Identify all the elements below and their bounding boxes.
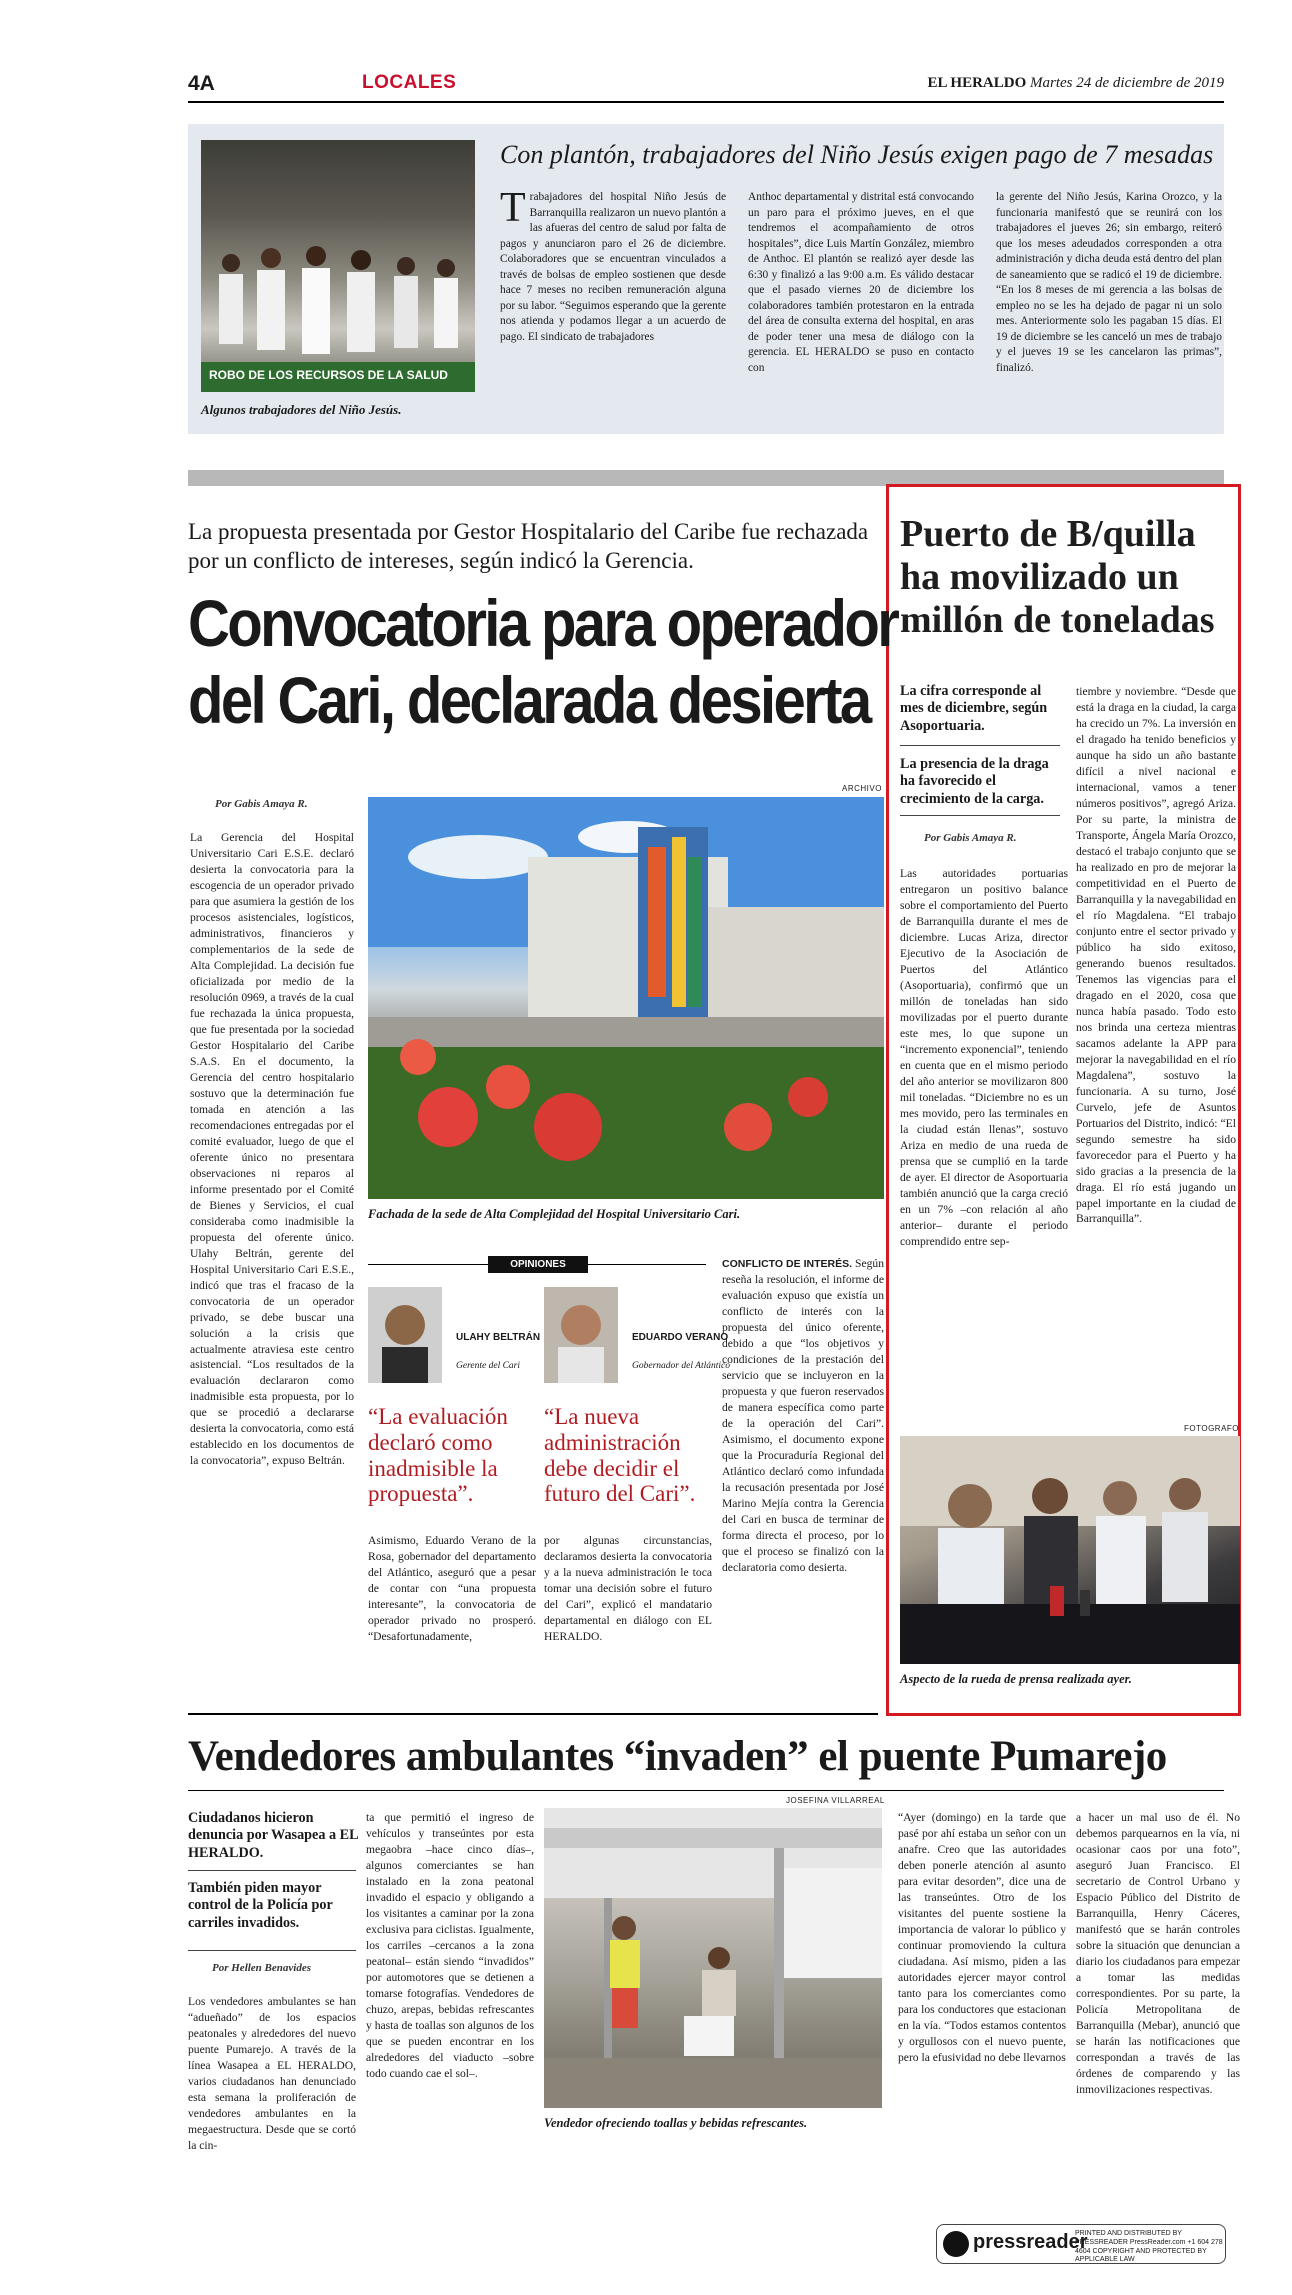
highlight-rule xyxy=(900,815,1060,816)
beltran-illustration xyxy=(368,1287,442,1383)
highlight-rule xyxy=(900,745,1060,746)
top-story-text-1: rabajadores del hospital Niño Jesús de Barranquilla realizaron un nuevo plantón a las afueras del centro de salud por falta de pagos y anunciaron paro el 26 de diciembre. Colaboradores que se encuentran vinculados a través de bolsas de empleo sostienen que desde hace 7 meses no reciben remuneración alguna por su labor. “Seguimos esperando que la gerente nos atienda y podamos llegar a un acuerdo de pago. El sindicato de trabajadores xyxy=(500,191,726,343)
vendors-column-2: ta que permitió el ingreso de vehículos y transeúntes por esta megaobra –hace cinco días–, algunos comerciantes se han instalado en la zona peatonal invadido el espacio y obligando a los visitantes a caminar por la zona exclusiva para ciclistas. Igualmente, los carriles –cercanos a la zona peatonal– están siendo “invadidos” por automotores que se detienen a tomarse fotografías. Vendedores de chuzo, arepas, bebidas refrescantes y hasta de toallas son algunos de los que se pueden encontrar en los alrededores del viaducto –sobre todo cuando cae el sol–. xyxy=(366,1811,534,2080)
verano-illustration xyxy=(544,1287,618,1383)
drop-cap: T xyxy=(500,185,526,231)
port-column-1: Las autoridades portuarias entregaron un positivo balance sobre el comportamiento del Puerto de Barranquilla durante el mes de diciembre. Lucas Ariza, director Ejecutivo de la Asociación de Puertos del Atlántico (Asoportuaria), confirmó que un millón de toneladas han sido movilizadas por el puerto durante este mes, lo que supone un “incremento exponencial”, teniendo en cuenta que en el mismo periodo del año anterior se movilizaron 800 mil toneladas. “Diciembre no es un mes movido, pero las terminales en la ciudad están llenas”, sostuvo Ariza en medio de una rueda de prensa que se cumplió en la tarde de ayer. El director de Asoportuaria también anunció que la carga creció en un 7% –con relación al año anterior– durante el periodo comprendido entre sep- xyxy=(900,867,1068,1248)
vendors-highlight-2: También piden mayor control de la Policía por carriles invadidos. xyxy=(188,1880,333,1931)
beltran-portrait xyxy=(368,1287,442,1383)
beltran-name: ULAHY BELTRÁN xyxy=(456,1332,541,1343)
top-story-column-2: Anthoc departamental y distrital está convocando un paro para el próximo jueves, en el que tendremos el acompañamiento de otros hospitales”, dice Luis Martín González, miembro de Anthoc. El plantón se realizó ayer desde las 6:30 y finalizó a las 9:00 a.m. Es válido destacar que el pasado viernes 20 de diciembre los colaboradores también protestaron en la entrada del área de consulta externa del hospital, en aras de poder tener una mesa de diálogo con la gerencia. EL HERALDO se puso en contacto con xyxy=(748,191,974,374)
vendors-column-3: “Ayer (domingo) en la tarde que pasé por ahí estaba un señor con un anafre. Creo que las autoridades deben ponerle atención al asunto para evitar desorden”, dice una de las transeúntes. Otro de los visitantes del puente sostiene la importancia de valorar lo público y continuar promoviendo la cultura ciudadana. Así mismo, piden a las autoridades ejercer mayor control tanto para los comerciantes como para los conductores que estacionan en la vía. “Todos estamos contentos y orgullosos con el nuevo puente, pero la efusividad no debe llevarnos xyxy=(898,1811,1066,2064)
vendors-rule xyxy=(188,1790,1224,1791)
vendor-photo xyxy=(544,1808,882,2108)
issue-date: Martes 24 de diciembre de 2019 xyxy=(1030,75,1224,91)
workers-illustration xyxy=(211,238,465,358)
page-number: 4A xyxy=(188,72,215,95)
section-label: LOCALES xyxy=(362,72,457,93)
press-photo-caption: Aspecto de la rueda de prensa realizada ayer. xyxy=(900,1672,1132,1686)
port-highlight-1: La cifra corresponde al mes de diciembre, según Asoportuaria. xyxy=(900,683,1048,734)
pressreader-brand: pressreader xyxy=(973,2231,1088,2253)
vendors-headline: Vendedores ambulantes “invaden” el puente Pumarejo xyxy=(188,1733,1167,1780)
port-photo-credit: FOTOGRAFO xyxy=(1184,1424,1240,1433)
port-highlight-2: La presencia de la draga ha favorecido el crecimiento de la carga. xyxy=(900,756,1049,807)
highlight-rule xyxy=(188,1950,356,1951)
vendors-photo-credit: JOSEFINA VILLARREAL xyxy=(786,1796,885,1805)
verano-quote: “La nueva administración debe decidir el futuro del Cari”. xyxy=(544,1404,696,1507)
top-story-column-1 xyxy=(500,185,726,345)
hospital-photo-caption: Fachada de la sede de Alta Complejidad del Hospital Universitario Cari. xyxy=(368,1207,741,1221)
port-byline: Por Gabis Amaya R. xyxy=(924,832,1017,844)
protest-banner: ROBO DE LOS RECURSOS DE LA SALUD xyxy=(201,362,475,392)
cari-column-4 xyxy=(722,1256,884,1576)
port-column-2: tiembre y noviembre. “Desde que está la draga en la ciudad, la carga ha crecido un 7%. La inversión en el dragado ha tenido beneficios y aunque ha sido un año bastante difícil a nivel nacional e internacional, vamos a tener números positivos”, agregó Ariza. Por su parte, la ministra de Transporte, Ángela María Orozco, destacó el trabajo conjunto que se ha realizado en pro de mejorar la competitividad en el Puerto de Barranquilla y la navegabilidad en el río Magdalena. “El trabajo conjunto entre el sector privado y público ha sido exitoso, generando buenos resultados. Tenemos las vigencias para el dragado en el 2020, cosa que nunca había pasado. Todo esto nos brinda una certeza mientras sacamos adelante la APP para mejorar la navegabilidad en el río Magdalena”, sostuvo la funcionaria. A su turno, José Curvelo, jefe de Asuntos Portuarios del Distrito, indicó: “El segundo semestre ha sido favorecedor para el Puerto y ha sido gracias a la presencia de la draga. El río está jugando un papel importante en la ciudad de Barranquilla”. xyxy=(1076,685,1236,1226)
cari-column-4-text: Según reseña la resolución, el informe de evaluación expuso que existía un conflicto de interés con la propuesta del único oferente, debido a que “los objetivos y condiciones de la prestación del servicio que se incluyeron en la propuesta y que fueron reservados de manera específica como parte de la operación del Cari”. Asimismo, el documento expone que la Procuraduría Regional del Atlántico declaró como infundada la recusación presentada por José Marino Mejía contra la Gerencia del Cari en busca de terminar de forma directa el proceso, por lo que el proceso se finalizó con la declaratoria como desierta. xyxy=(722,1257,884,1574)
vendors-highlight-1: Ciudadanos hicieron denuncia por Wasapea a EL HERALDO. xyxy=(188,1810,358,1861)
top-story-caption: Algunos trabajadores del Niño Jesús. xyxy=(201,402,402,417)
paper-name: EL HERALDO xyxy=(927,75,1027,91)
header-rule xyxy=(188,101,1224,103)
vendors-byline: Por Hellen Benavides xyxy=(212,1962,311,1974)
hospital-illustration xyxy=(368,797,884,1199)
opinions-pill: OPINIONES xyxy=(488,1256,588,1273)
verano-portrait xyxy=(544,1287,618,1383)
vendor-photo-caption: Vendedor ofreciendo toallas y bebidas refrescantes. xyxy=(544,2116,808,2130)
article-end-rule xyxy=(188,1713,878,1715)
beltran-role: Gerente del Cari xyxy=(456,1361,521,1371)
top-story-photo xyxy=(201,140,475,392)
pressreader-fine-print: PRINTED AND DISTRIBUTED BY PRESSREADER PressReader.com +1 604 278 4604 COPYRIGHT AND PROTECTED BY APPLICABLE LAW xyxy=(1075,2230,1223,2264)
cari-headline xyxy=(188,585,898,739)
beltran-quote: “La evaluación declaró como inadmisible la propuesta”. xyxy=(368,1404,508,1507)
vendors-column-4: a hacer un mal uso de él. No debemos parquearnos en la vía, ni ocasionar caos por una foto”, aseguró Juan Francisco. El secretario de Control Urbano y Espacio Público del Distrito de Barranquilla, Henry Cáceres, manifestó que se harán controles sobre la situación que denuncian a diario los ciudadanos para empezar a tomar las medidas correspondientes. Por su parte, la Policía Metropolitana de Barranquilla (Mebar), anunció que se harán las notificaciones que correspondan a través de las órdenes de comparendo y las inmovilizaciones respectivas. xyxy=(1076,1811,1240,2096)
cari-column-1: La Gerencia del Hospital Universitario Cari E.S.E. declaró desierta la convocatoria para la escogencia de un operador privado para que asumiera la gestión de los procesos asistenciales, logísticos, administrativos, financieros y complementarios de la sede de Alta Complejidad. La decisión fue oficializada por medio de la resolución 0969, a través de la cual fue rechazada la única propuesta, que fue presentada por la sociedad Gestor Hospitalario del Caribe S.A.S. En el documento, la Gerencia del centro hospitalario sostuvo que la determinación fue tomada en atención a las recomendaciones entregadas por el comité evaluador, luego de que el oferente único no presentara observaciones ni reparos al informe presentado por el Comité de Bienes y Servicios, el cual consideraba como inadmisible la propuesta del oferente único. Ulahy Beltrán, gerente del Hospital Universitario Cari E.S.E., indicó que tras el fracaso de la convocatoria de un operador privado, se debe buscar una solución a la crisis que actualmente atraviesa este centro asistencial. “Los resultados de la evaluación declararon como inadmisible esta propuesta, por lo que se procedió a declararse desierta la convocatoria, como está establecido en los documentos de la convocatoria”, expuso Beltrán. xyxy=(190,831,354,1468)
cari-subheadline: La propuesta presentada por Gestor Hospitalario del Caribe fue rechazada por un conflicto de intereses, según indicó la Gerencia. xyxy=(188,519,869,573)
cari-byline: Por Gabis Amaya R. xyxy=(215,798,308,810)
press-conference-photo xyxy=(900,1436,1240,1664)
pressreader-logo-icon xyxy=(943,2231,969,2257)
hospital-photo xyxy=(368,797,884,1199)
verano-name: EDUARDO VERANO xyxy=(632,1332,729,1343)
verano-role: Gobernador del Atlántico xyxy=(632,1361,730,1371)
cari-column-3: por algunas circunstancias, declaramos desierta la convocatoria y a la nueva administración le toca tomar una decisión sobre el futuro del Cari”, explicó el mandatario departamental en diálogo con EL HERALDO. xyxy=(544,1534,712,1643)
port-story-headline: Puerto de B/quilla ha movilizado un millón de toneladas xyxy=(900,513,1215,641)
press-conference-illustration xyxy=(900,1436,1240,1664)
top-story-headline: Con plantón, trabajadores del Niño Jesús exigen pago de 7 mesadas xyxy=(500,140,1214,169)
opinions-label xyxy=(368,1256,706,1273)
cari-photo-credit: ARCHIVO xyxy=(842,784,882,793)
cari-headline-line-1: Convocatoria para operador xyxy=(188,586,898,660)
conflict-runin: CONFLICTO DE INTERÉS. xyxy=(722,1258,853,1270)
vendors-column-1: Los vendedores ambulantes se han “adueñado” de los espacios peatonales y alrededores del nuevo puente Pumarejo. A través de la línea Wasapea a EL HERALDO, varios ciudadanos han denunciado esta semana la proliferación de vendedores ambulantes en la megaestructura. Desde que se cortó la cin- xyxy=(188,1995,356,2152)
pressreader-badge[interactable] xyxy=(936,2224,1226,2264)
cari-column-2: Asimismo, Eduardo Verano de la Rosa, gobernador del departamento del Atlántico, aseguró que a pesar de contar con “una propuesta interesante”, la convocatoria de operador privado no prosperó. “Desafortunadamente, xyxy=(368,1534,536,1643)
masthead xyxy=(927,75,1224,92)
top-story-column-3: la gerente del Niño Jesús, Karina Orozco, y la funcionaria manifestó que se reunirá con los trabajadores el jueves 26; sin embargo, reiteró que los meses adeudados corresponden a otra administración y dicha deuda está dentro del plan de saneamiento que se radicó el 19 de diciembre. “En los 8 meses de mi gerencia a las bolsas de empleo no se les ha dejado de pagar ni un solo mes. Anteriormente solo les pagaban 15 días. El 19 de diciembre se les canceló un mes de trabajo y el jueves 19 se les cancelaron las primas”, finalizó. xyxy=(996,191,1222,374)
cari-headline-line-2: del Cari, declarada desierta xyxy=(188,663,870,738)
vendor-illustration xyxy=(544,1808,882,2108)
highlight-rule xyxy=(188,1870,356,1871)
